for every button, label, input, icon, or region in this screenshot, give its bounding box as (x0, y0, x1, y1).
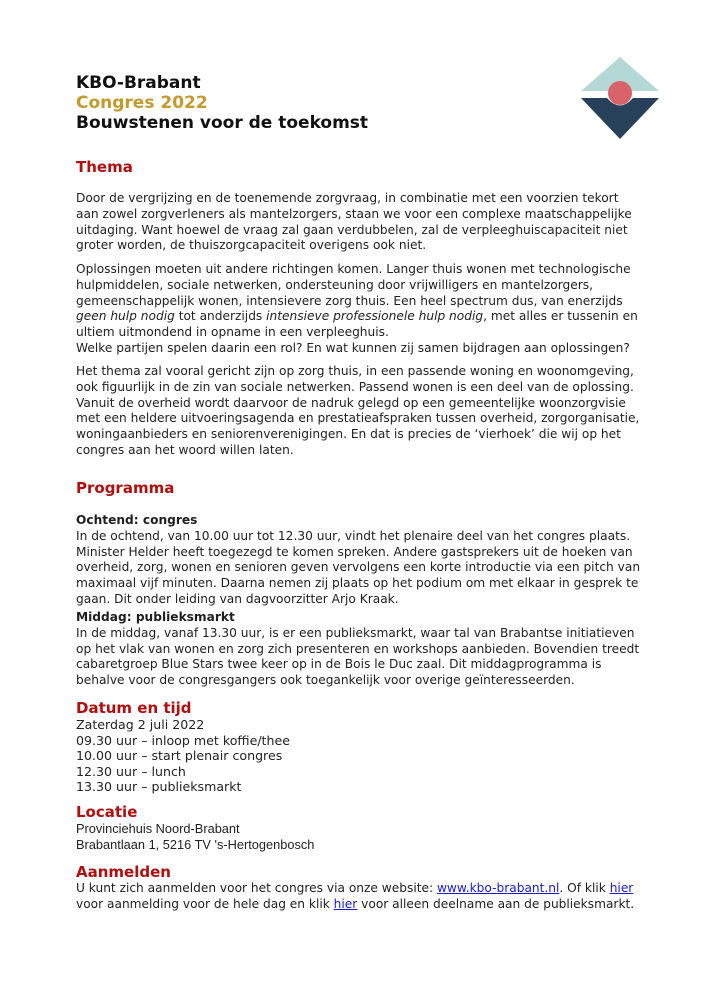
register-full-day-link[interactable]: hier (609, 881, 634, 895)
schedule-item: 13.30 uur – publieksmarkt (76, 779, 242, 794)
middag-text: In de middag, vanaf 13.30 uur, is er een publieksmarkt, waar tal van Brabantse initiatieven op het vlak van wonen en zorg zich presenteren en workshops aanbieden. Bovendien treedt cabaretgroep Blue Stars twee keer op in de Bois le Duc zaal. Dit middagprogramma is behalve voor de congresgangers ook toegankelijk voor overige geïnteresseerden. (76, 625, 640, 688)
middag-title: Middag: publieksmarkt (76, 610, 235, 624)
location-block (76, 821, 641, 852)
document-header (76, 73, 368, 133)
thema-question: Welke partijen spelen daarin een rol? En wat kunnen zij samen bijdragen aan oplossingen? (76, 340, 630, 355)
ochtend-text: In de ochtend, van 10.00 uur tot 12.30 uur, vindt het plenaire deel van het congres plaats. Minister Helder heeft toegezegd te komen spreken. Andere gastsprekers uit de hoeken van overheid, zorg, wonen en senioren geven vervolgens een korte introductie via een pitch van maximaal vijf minuten. Daarna nemen zij plaats op het podium om met elkaar in gesprek te gaan. Dit onder leiding van dagvoorzitter Arjo Kraak. (76, 528, 641, 606)
schedule-date: Zaterdag 2 juli 2022 (76, 717, 205, 732)
emphasis-text: geen hulp nodig (76, 309, 175, 324)
ochtend-title: Ochtend: congres (76, 513, 198, 527)
programma-ochtend (76, 513, 641, 608)
thema-paragraph-3 (76, 364, 641, 459)
kbo-brabant-logo-icon (581, 57, 659, 139)
location-address: Brabantlaan 1, 5216 TV 's-Hertogenbosch (76, 836, 315, 852)
website-link[interactable]: www.kbo-brabant.nl (436, 881, 560, 895)
schedule-item: 10.00 uur – start plenair congres (76, 748, 283, 763)
emphasis-text: intensieve professionele hulp nodig (266, 309, 484, 324)
section-heading-locatie: Locatie (76, 803, 138, 821)
register-market-only-link[interactable]: hier (333, 896, 358, 911)
aanmelden-text: U kunt zich aanmelden voor het congres via onze website: www.kbo-brabant.nl. Of klik hier voor aanmelding voor de hele dag en klik hier voor alleen deelname aan de publieksmarkt. (76, 881, 635, 911)
thema-paragraph-2 (76, 262, 641, 357)
event-title: Congres 2022 (76, 93, 208, 113)
thema-text-3: Het thema zal vooral gericht zijn op zorg thuis, in een passende woning en woonomgeving, ook figuurlijk in de zin van sociale netwerken. Passend wonen is een deel van de oplossing. Vanuit de overheid wordt daarvoor de nadruk gelegd op een gemeentelijke woonzorgvisie met een heldere uitvoeringsagenda en prestatieafspraken tussen overheid, zorgorganisatie, woningaanbieders en seniorenverenigingen. En dat is precies de ‘vierhoek’ die wij op het congres aan het woord willen laten. (76, 364, 640, 457)
location-name: Provinciehuis Noord-Brabant (76, 821, 240, 836)
thema-text-2: Oplossingen moeten uit andere richtingen komen. Langer thuis wonen met technologische hulpmiddelen, sociale netwerken, ondersteuning door vrijwilligers en mantelzorgers, gemeenschappelijk wonen, intensievere zorg thuis. Een heel spectrum dus, van enerzijds geen hulp nodig tot anderzijds intensieve professionele hulp nodig, met alles er tussenin en ultiem uitmondend in opname in een verpleeghuis. (76, 262, 638, 340)
section-heading-thema: Thema (76, 158, 133, 176)
aanmelden-paragraph (76, 881, 641, 913)
thema-paragraph-1 (76, 191, 641, 254)
schedule-list (76, 717, 641, 795)
section-heading-datum: Datum en tijd (76, 699, 192, 717)
event-subtitle: Bouwstenen voor de toekomst (76, 113, 369, 133)
org-title: KBO-Brabant (76, 73, 201, 93)
section-heading-aanmelden: Aanmelden (76, 863, 171, 881)
thema-text-1: Door de vergrijzing en de toenemende zorgvraag, in combinatie met een voorzien tekort aan zowel zorgverleners als mantelzorgers, staan we voor een complexe maatschappelijke uitdaging. Want hoewel de vraag zal gaan verdubbelen, zal de verpleeghuiscapaciteit niet groter worden, de thuiszorgcapaciteit overigens ook niet. (76, 191, 632, 253)
schedule-item: 09.30 uur – inloop met koffie/thee (76, 732, 290, 748)
programma-middag (76, 610, 641, 689)
schedule-item: 12.30 uur – lunch (76, 763, 186, 779)
section-heading-programma: Programma (76, 479, 175, 497)
